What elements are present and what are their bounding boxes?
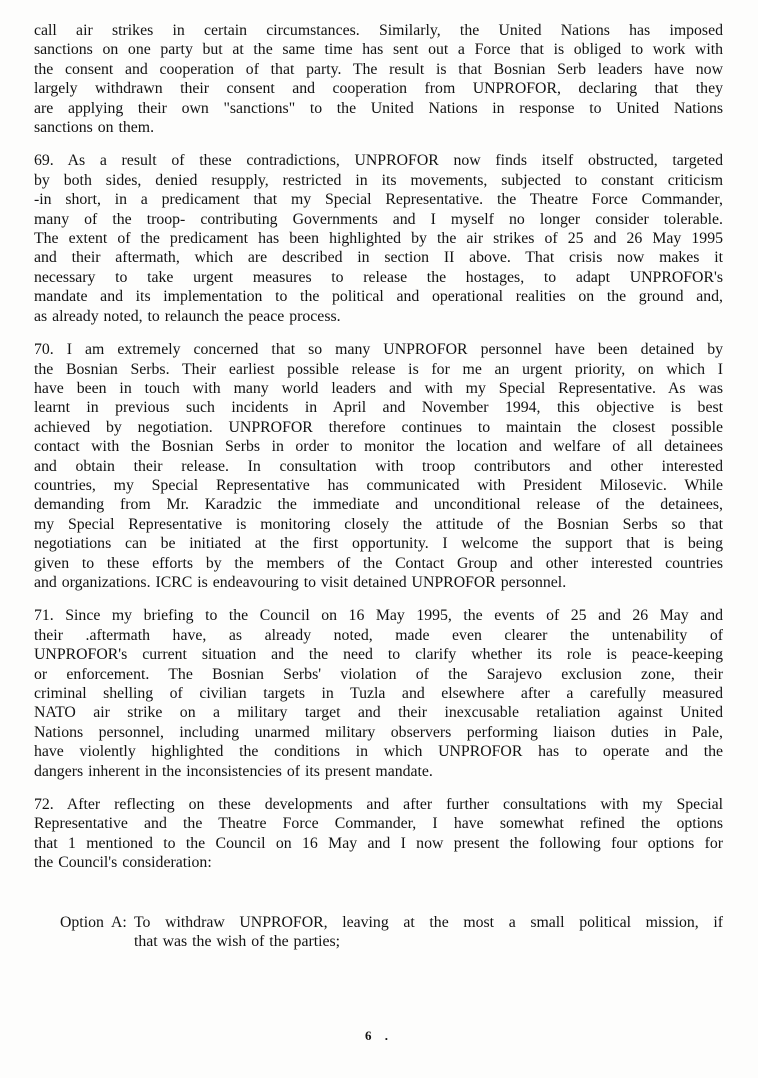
text-line: and their aftermath, which are described in section II above. That crisis now makes it xyxy=(34,249,723,267)
paragraph xyxy=(34,340,723,592)
text-line: The extent of the predicament has been highlighted by the air strikes of 25 and 26 May 1995 xyxy=(34,230,723,248)
text-line: the Bosnian Serbs. Their earliest possible release is for me an urgent priority, on which I xyxy=(34,360,723,378)
text-line: my Special Representative is monitoring closely the attitude of the Bosnian Serbs so that xyxy=(34,515,723,533)
text-line: that was the wish of the parties; xyxy=(134,933,341,951)
text-line: sanctions on one party but at the same time has sent out a Force that is obliged to work with xyxy=(34,41,723,59)
text-line: their .aftermath have, as already noted, made even clearer the untenability of xyxy=(34,626,723,644)
text-line: largely withdrawn their consent and cooperation from UNPROFOR, declaring that they xyxy=(34,80,723,98)
paragraph xyxy=(34,606,723,781)
text-line: given to these efforts by the members of the Contact Group and other interested countries xyxy=(34,554,723,572)
text-line: 69. As a result of these contradictions, UNPROFOR now finds itself obstructed, targeted xyxy=(34,152,723,170)
text-line: many of the troop- contributing Governments and I myself no longer consider tolerable. xyxy=(34,210,723,228)
text-line: by both sides, denied resupply, restricted in its movements, subjected to constant criticism xyxy=(34,171,723,189)
text-line: and organizations. ICRC is endeavouring to visit detained UNPROFOR personnel. xyxy=(34,573,567,591)
text-line: mandate and its implementation to the political and operational realities on the ground and, xyxy=(34,288,723,306)
text-line: 70. I am extremely concerned that so many UNPROFOR personnel have been detained by xyxy=(34,341,723,359)
page-footer xyxy=(0,1026,758,1045)
text-line: the Council's consideration: xyxy=(34,854,212,872)
option-text xyxy=(134,913,723,952)
text-line: achieved by negotiation. UNPROFOR therefore continues to maintain the closest possible xyxy=(34,418,723,436)
text-line: UNPROFOR's current situation and the need to clarify whether its role is peace-keeping xyxy=(34,646,723,664)
text-line: that 1 mentioned to the Council on 16 May and I now present the following four options for xyxy=(34,834,723,852)
text-line: as already noted, to relaunch the peace process. xyxy=(34,307,341,325)
text-line: the consent and cooperation of that party. The result is that Bosnian Serb leaders have now xyxy=(34,60,723,78)
option-label: Option A: xyxy=(60,913,127,931)
text-line: -in short, in a predicament that my Special Representative. the Theatre Force Commander, xyxy=(34,191,723,209)
text-line: countries, my Special Representative has communicated with President Milosevic. While xyxy=(34,476,723,494)
text-line: Representative and the Theatre Force Commander, I have somewhat refined the options xyxy=(34,815,723,833)
text-line: NATO air strike on a military target and their inexcusable retaliation against United xyxy=(34,704,723,722)
option-paragraph xyxy=(34,913,723,952)
text-line: dangers inherent in the inconsistencies of its present mandate. xyxy=(34,762,433,780)
text-line: negotiations can be initiated at the first opportunity. I welcome the support that is being xyxy=(34,535,723,553)
page-number: 6 . xyxy=(365,1028,393,1043)
text-line: and obtain their release. In consultation with troop contributors and other interested xyxy=(34,457,723,475)
text-line: 71. Since my briefing to the Council on 16 May 1995, the events of 25 and 26 May and xyxy=(34,607,723,625)
text-line: learnt in previous such incidents in April and November 1994, this objective is best xyxy=(34,399,723,417)
text-line: or enforcement. The Bosnian Serbs' violation of the Sarajevo exclusion zone, their xyxy=(34,665,723,683)
text-line: 72. After reflecting on these developments and after further consultations with my Special xyxy=(34,796,723,814)
text-line: have been in touch with many world leaders and with my Special Representative. As was xyxy=(34,379,723,397)
text-line: are applying their own "sanctions" to the United Nations in response to United Nations xyxy=(34,99,723,117)
text-line: criminal shelling of civilian targets in Tuzla and elsewhere after a carefully measured xyxy=(34,685,723,702)
paragraph xyxy=(34,151,723,326)
paragraph xyxy=(34,795,723,873)
text-line: contact with the Bosnian Serbs in order to monitor the location and welfare of all detainees xyxy=(34,438,723,456)
text-line: call air strikes in certain circumstances. Similarly, the United Nations has imposed xyxy=(34,22,723,39)
text-line: have violently highlighted the conditions in which UNPROFOR has to operate and the xyxy=(34,743,723,761)
text-line: Nations personnel, including unarmed military observers performing liaison duties in Pale, xyxy=(34,723,723,741)
text-line: To withdraw UNPROFOR, leaving at the most a small political mission, if xyxy=(134,913,723,931)
paragraph xyxy=(34,21,723,137)
text-line: demanding from Mr. Karadzic the immediate and unconditional release of the detainees, xyxy=(34,496,723,514)
text-line: necessary to take urgent measures to release the hostages, to adapt UNPROFOR's xyxy=(34,268,723,286)
text-line: sanctions on them. xyxy=(34,119,155,137)
